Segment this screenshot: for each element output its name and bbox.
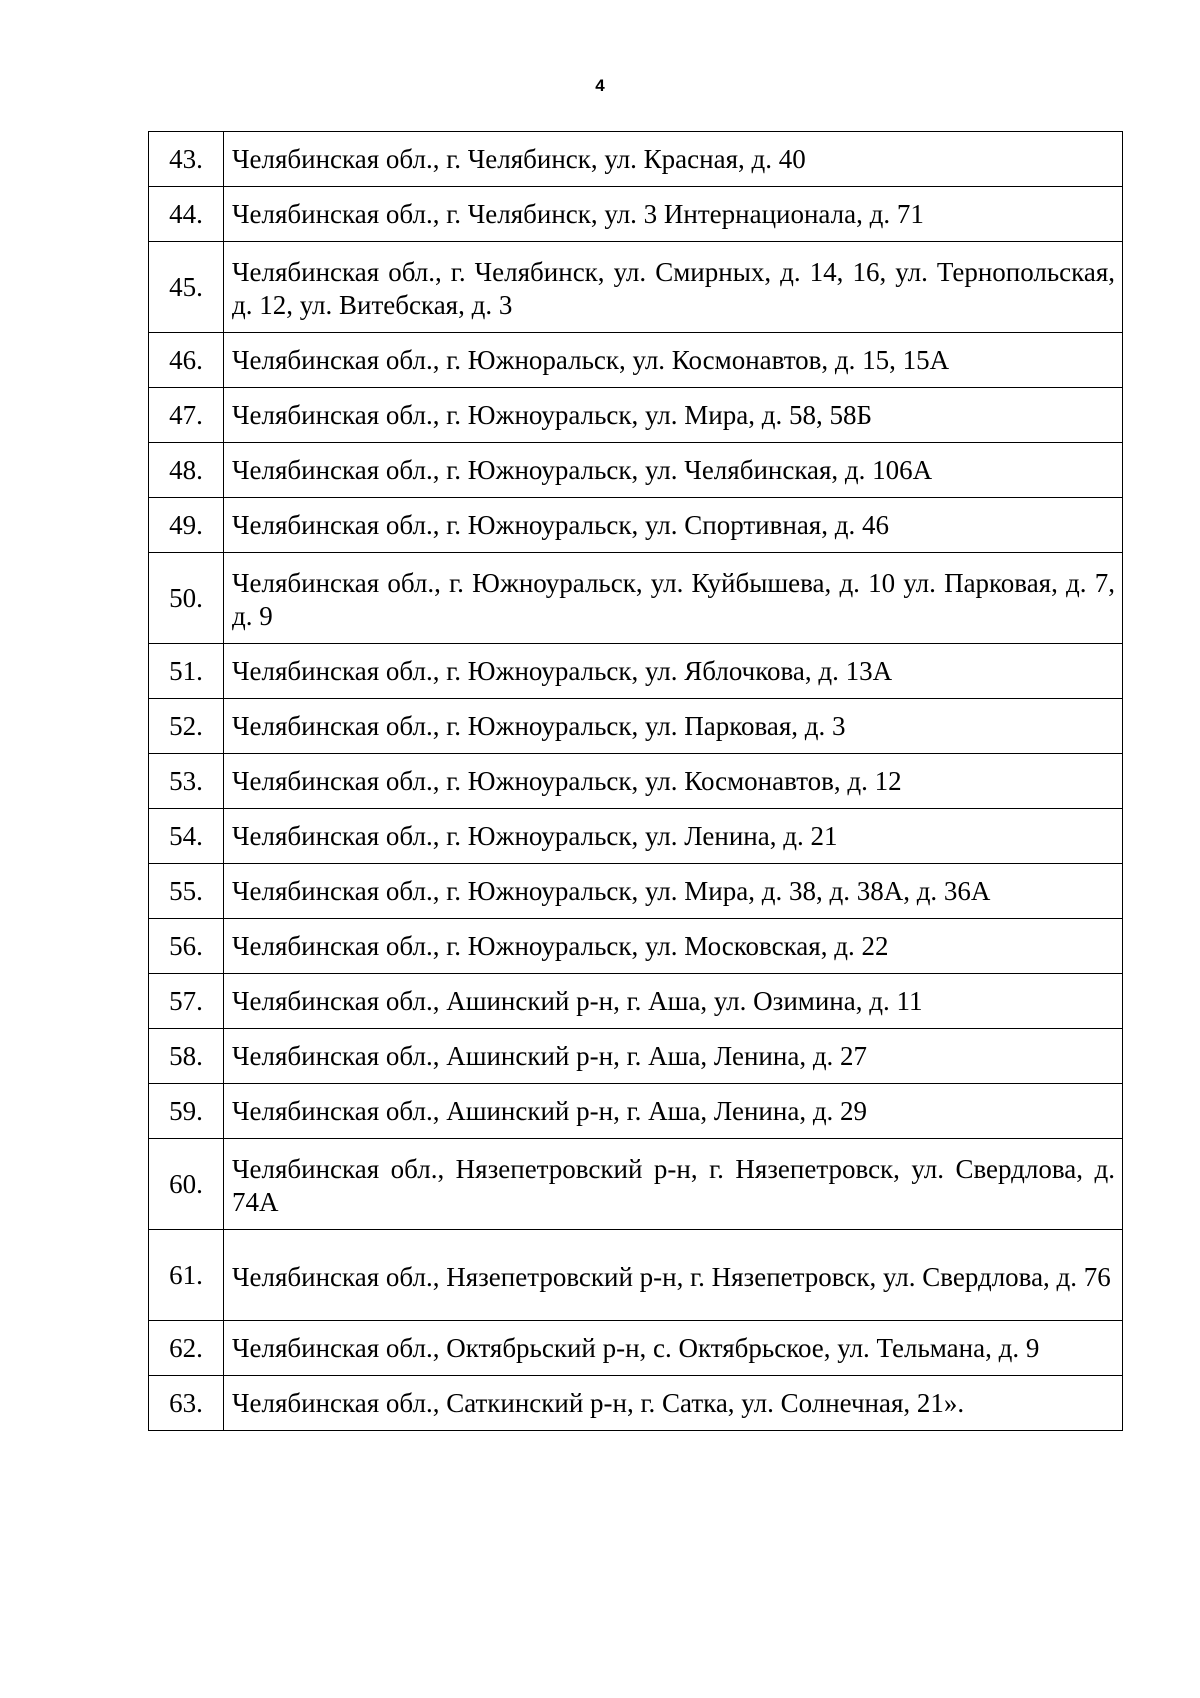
row-address: Челябинская обл., г. Южноуральск, ул. Яблочкова, д. 13А: [224, 644, 1123, 699]
table-row: [149, 132, 1123, 187]
table-row: [149, 443, 1123, 498]
row-address: Челябинская обл., г. Южноуральск, ул. Мира, д. 58, 58Б: [224, 388, 1123, 443]
row-number: 49.: [149, 498, 224, 553]
row-number: 52.: [149, 699, 224, 754]
table-row: [149, 1321, 1123, 1376]
row-number: 55.: [149, 864, 224, 919]
table-row: [149, 809, 1123, 864]
row-address: Челябинская обл., г. Южноуральск, ул. Московская, д. 22: [224, 919, 1123, 974]
row-address: Челябинская обл., г. Южноуральск, ул. Ленина, д. 21: [224, 809, 1123, 864]
row-number: 62.: [149, 1321, 224, 1376]
row-number: 43.: [149, 132, 224, 187]
row-number: 56.: [149, 919, 224, 974]
row-address: Челябинская обл., Ашинский р-н, г. Аша, Ленина, д. 27: [224, 1029, 1123, 1084]
row-address: Челябинская обл., г. Челябинск, ул. Смирных, д. 14, 16, ул. Тернопольская, д. 12, ул. Витебская, д. 3: [224, 242, 1123, 333]
table-row: [149, 1230, 1123, 1321]
row-number: 50.: [149, 553, 224, 644]
row-address: Челябинская обл., г. Южноральск, ул. Космонавтов, д. 15, 15А: [224, 333, 1123, 388]
table-row: [149, 553, 1123, 644]
table-row: [149, 242, 1123, 333]
table-row: [149, 754, 1123, 809]
row-address: Челябинская обл., Октябрьский р-н, с. Октябрьское, ул. Тельмана, д. 9: [224, 1321, 1123, 1376]
row-number: 46.: [149, 333, 224, 388]
row-number: 54.: [149, 809, 224, 864]
row-address: Челябинская обл., г. Южноуральск, ул. Спортивная, д. 46: [224, 498, 1123, 553]
table-row: [149, 974, 1123, 1029]
table-row: [149, 333, 1123, 388]
row-number: 63.: [149, 1376, 224, 1431]
row-address: Челябинская обл., г. Южноуральск, ул. Челябинская, д. 106А: [224, 443, 1123, 498]
row-number: 45.: [149, 242, 224, 333]
table-row: [149, 644, 1123, 699]
row-address: Челябинская обл., г. Южноуральск, ул. Мира, д. 38, д. 38А, д. 36А: [224, 864, 1123, 919]
table-row: [149, 1084, 1123, 1139]
row-address: Челябинская обл., г. Южноуральск, ул. Парковая, д. 3: [224, 699, 1123, 754]
table-row: [149, 187, 1123, 242]
table-row: [149, 1139, 1123, 1230]
row-number: 61.: [149, 1230, 224, 1321]
table-row: [149, 388, 1123, 443]
row-number: 57.: [149, 974, 224, 1029]
row-address: Челябинская обл., Нязепетровский р-н, г. Нязепетровск, ул. Свердлова, д. 74А: [224, 1139, 1123, 1230]
row-number: 47.: [149, 388, 224, 443]
row-address: Челябинская обл., Саткинский р-н, г. Сатка, ул. Солнечная, 21».: [224, 1376, 1123, 1431]
page-number: 4: [595, 76, 605, 95]
row-address: Челябинская обл., г. Челябинск, ул. Красная, д. 40: [224, 132, 1123, 187]
row-address: Челябинская обл., Ашинский р-н, г. Аша, Ленина, д. 29: [224, 1084, 1123, 1139]
table-row: [149, 498, 1123, 553]
table-row: [149, 1376, 1123, 1431]
row-address: Челябинская обл., Нязепетровский р-н, г. Нязепетровск, ул. Свердлова, д. 76: [224, 1230, 1123, 1321]
address-table: [148, 131, 1123, 1431]
row-address: Челябинская обл., г. Южноуральск, ул. Куйбышева, д. 10 ул. Парковая, д. 7, д. 9: [224, 553, 1123, 644]
row-address: Челябинская обл., Ашинский р-н, г. Аша, ул. Озимина, д. 11: [224, 974, 1123, 1029]
row-address: Челябинская обл., г. Челябинск, ул. 3 Интернационала, д. 71: [224, 187, 1123, 242]
row-number: 51.: [149, 644, 224, 699]
row-address: Челябинская обл., г. Южноуральск, ул. Космонавтов, д. 12: [224, 754, 1123, 809]
row-number: 48.: [149, 443, 224, 498]
row-number: 44.: [149, 187, 224, 242]
row-number: 59.: [149, 1084, 224, 1139]
table-row: [149, 919, 1123, 974]
row-number: 53.: [149, 754, 224, 809]
row-number: 60.: [149, 1139, 224, 1230]
table-row: [149, 699, 1123, 754]
row-number: 58.: [149, 1029, 224, 1084]
table-row: [149, 1029, 1123, 1084]
table-row: [149, 864, 1123, 919]
